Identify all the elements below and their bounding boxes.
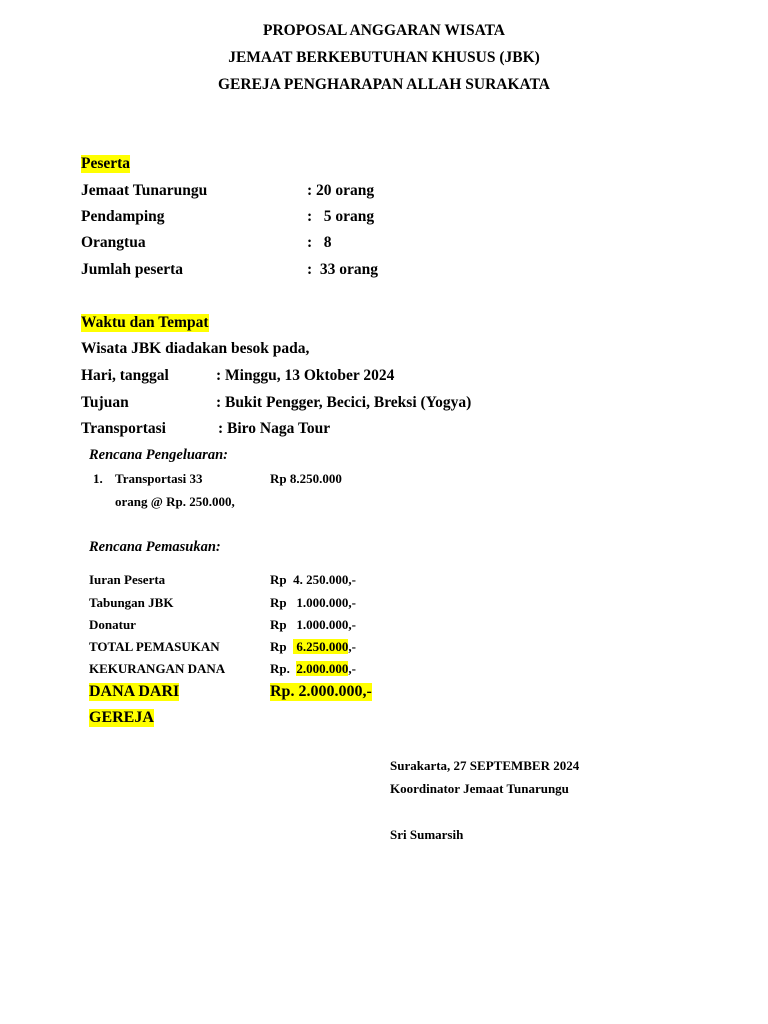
pengeluaran-heading-text: Rencana Pengeluaran: [89, 447, 224, 463]
waktu-value: : Bukit Pengger, Becici, Breksi (Yogya): [216, 394, 472, 411]
waktu-label: Tujuan: [81, 394, 129, 411]
title-line-1: PROPOSAL ANGGARAN WISATA: [262, 22, 505, 39]
waktu-heading: Waktu dan Tempat: [81, 314, 209, 331]
pemasukan-heading-text: Rencana Pemasukan: [89, 539, 216, 555]
peserta-label: Orangtua: [81, 234, 146, 251]
peserta-label: Jemaat Tunarungu: [81, 182, 208, 199]
kekurangan-dana-prefix: Rp.: [270, 661, 297, 676]
waktu-label: Transportasi: [81, 420, 166, 437]
pemasukan-heading-colon: :: [215, 539, 221, 555]
pengeluaran-heading: [89, 447, 228, 464]
signature-name: Sri Sumarsih: [390, 827, 464, 842]
peserta-label: Pendamping: [81, 208, 165, 225]
pemasukan-label: Tabungan JBK: [89, 595, 174, 610]
pengeluaran-item-label: Transportasi 33: [115, 471, 203, 486]
pemasukan-amount: Rp 1.000.000,-: [270, 595, 356, 610]
signature-role: Koordinator Jemaat Tunarungu: [390, 781, 569, 796]
total-pemasukan-suffix: ,-: [348, 639, 356, 654]
pemasukan-amount: Rp 1.000.000,-: [270, 617, 356, 632]
peserta-value: : 5 orang: [307, 208, 375, 225]
total-pemasukan-label: TOTAL PEMASUKAN: [89, 639, 220, 654]
waktu-value: : Biro Naga Tour: [218, 420, 331, 437]
kekurangan-dana-value: 2.000.000: [296, 661, 349, 676]
pemasukan-amount: Rp 4. 250.000,-: [270, 572, 356, 587]
pemasukan-label: Donatur: [89, 617, 136, 632]
peserta-heading: Peserta: [81, 155, 131, 172]
total-pemasukan-prefix: Rp: [270, 639, 294, 654]
total-pemasukan-value: 6.250.000: [293, 639, 349, 654]
pemasukan-heading: [89, 539, 221, 556]
total-pemasukan-amount: [270, 639, 356, 655]
pengeluaran-heading-colon: :: [223, 447, 228, 463]
title-line-3: GEREJA PENGHARAPAN ALLAH SURAKATA: [218, 76, 550, 93]
waktu-label: Hari, tanggal: [81, 367, 169, 384]
pemasukan-label: Iuran Peserta: [89, 572, 166, 587]
signature-place-date: Surakarta, 27 SEPTEMBER 2024: [390, 758, 580, 773]
peserta-value: : 20 orang: [307, 182, 375, 199]
dana-gereja-label: DANA DARI: [89, 683, 180, 700]
dana-gereja-amount: Rp. 2.000.000,-: [270, 683, 372, 700]
peserta-value: : 8: [307, 234, 332, 251]
pengeluaran-item-number: 1.: [93, 471, 103, 486]
peserta-value: : 33 orang: [307, 261, 379, 278]
pengeluaran-item-label-cont: orang @ Rp. 250.000,: [115, 494, 235, 509]
waktu-value: : Minggu, 13 Oktober 2024: [216, 367, 395, 384]
kekurangan-dana-suffix: ,-: [348, 661, 356, 676]
dana-gereja-label-cont: GEREJA: [89, 709, 154, 726]
kekurangan-dana-label: KEKURANGAN DANA: [89, 661, 226, 676]
kekurangan-dana-amount: [270, 661, 356, 677]
title-line-2: JEMAAT BERKEBUTUHAN KHUSUS (JBK): [228, 49, 540, 66]
waktu-intro: Wisata JBK diadakan besok pada,: [81, 340, 310, 357]
peserta-label: Jumlah peserta: [81, 261, 184, 278]
pengeluaran-item-amount: Rp 8.250.000: [270, 471, 342, 486]
